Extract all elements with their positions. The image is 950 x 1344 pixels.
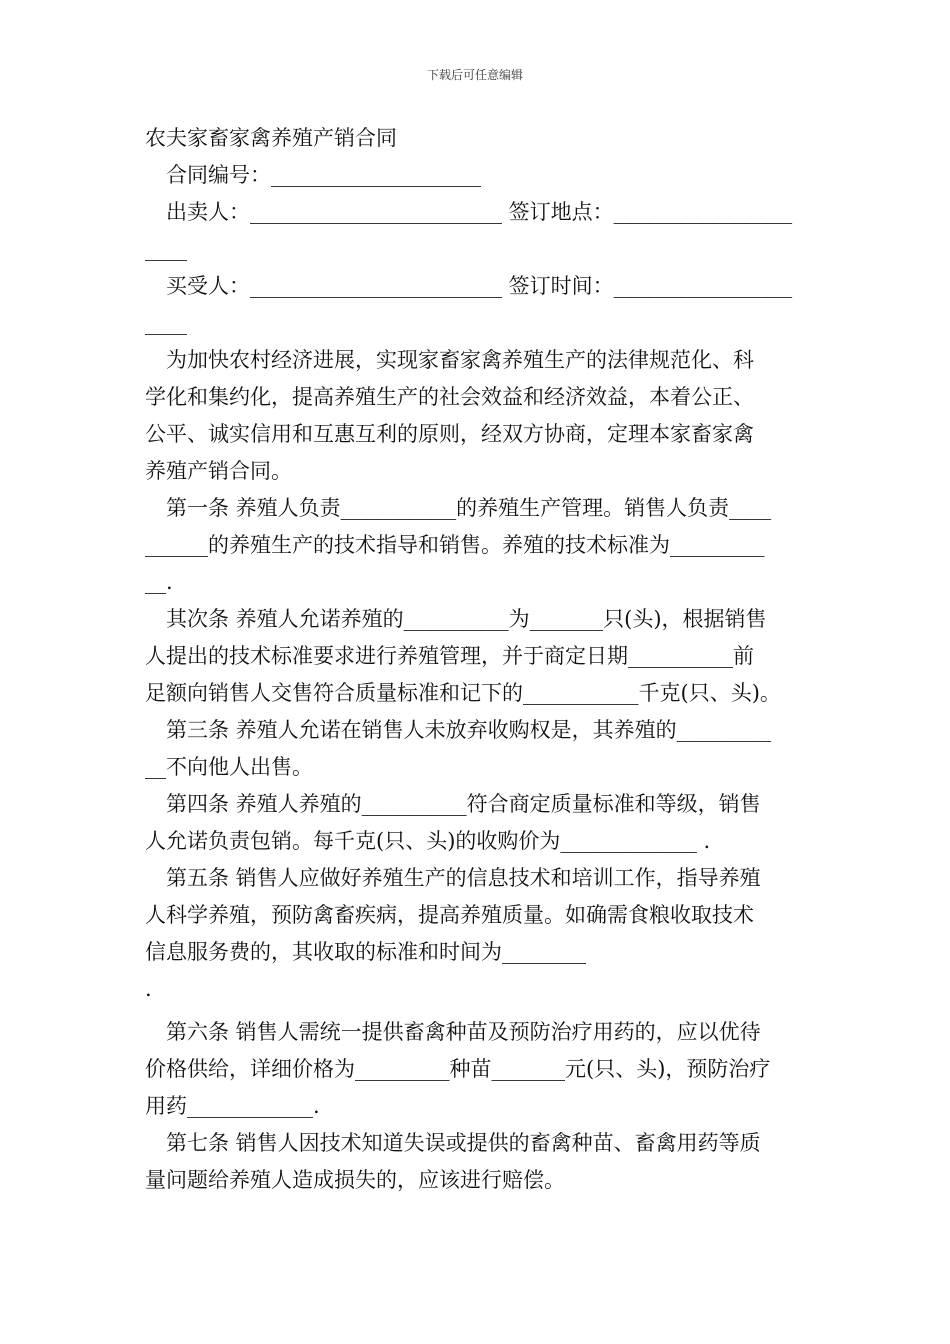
article-3-line: __不向他人出售。 [145, 755, 313, 779]
intro-paragraph-line: 为加快农村经济进展，实现家畜家禽养殖生产的法律规范化、科 [166, 348, 754, 372]
intro-paragraph-line: 养殖产销合同。 [145, 459, 292, 483]
intro-paragraph-line: 学化和集约化，提高养殖生产的社会效益和经济效益，本着公正、 [145, 385, 754, 409]
article-3-line: 第三条 养殖人允诺在销售人未放弃收购权是，其养殖的_________ [166, 718, 772, 742]
contract-number-line: 合同编号：____________________ [166, 163, 481, 187]
article-1-line: __. [145, 570, 173, 594]
article-5-line: 人科学养殖，预防禽畜疾病，提高养殖质量。如确需食粮收取技术 [145, 903, 754, 927]
seller-line: 出卖人：________________________ 签订地点：_________________ [166, 200, 793, 224]
article-1-line: ______的养殖生产的技术指导和销售。养殖的技术标准为_________ [145, 533, 765, 557]
article-5-line: 信息服务费的，其收取的标准和时间为________ [145, 940, 586, 964]
article-6-line: 用药____________. [145, 1094, 320, 1118]
intro-paragraph-line: 公平、诚实信用和互惠互利的原则，经双方协商，定理本家畜家禽 [145, 422, 754, 446]
article-2-line: 人提出的技术标准要求进行养殖管理，并于商定日期__________前 [145, 644, 754, 668]
article-4-line: 人允诺负责包销。每千克(只、头)的收购价为_____________ . [145, 829, 711, 853]
article-5-line: . [145, 977, 152, 1001]
article-2-line: 足额向销售人交售符合质量标准和记下的___________千克(只、头)。 [145, 681, 781, 705]
seller-line-cont: ____ [145, 237, 187, 261]
article-7-line: 第七条 销售人因技术知道失误或提供的畜禽种苗、畜禽用药等质 [166, 1131, 761, 1155]
article-1-line: 第一条 养殖人负责___________的养殖生产管理。销售人负责____ [166, 496, 772, 520]
article-4-line: 第四条 养殖人养殖的__________符合商定质量标准和等级，销售 [166, 792, 761, 816]
buyer-line-cont: ____ [145, 311, 187, 335]
article-6-line: 价格供给，详细价格为_________种苗_______元(只、头)，预防治疗 [145, 1057, 771, 1081]
article-5-line: 第五条 销售人应做好养殖生产的信息技术和培训工作，指导养殖 [166, 866, 761, 890]
contract-title: 农夫家畜家禽养殖产销合同 [145, 126, 397, 150]
contract-body [145, 120, 807, 1199]
article-2-line: 其次条 养殖人允诺养殖的__________为_______只(头)，根据销售 [166, 607, 767, 631]
page-header: 下载后可任意编辑 [426, 68, 523, 82]
buyer-line: 买受人：________________________ 签订时间：_________________ [166, 274, 793, 298]
article-6-line: 第六条 销售人需统一提供畜禽种苗及预防治疗用药的，应以优待 [166, 1020, 761, 1044]
article-7-line: 量问题给养殖人造成损失的，应该进行赔偿。 [145, 1168, 565, 1192]
